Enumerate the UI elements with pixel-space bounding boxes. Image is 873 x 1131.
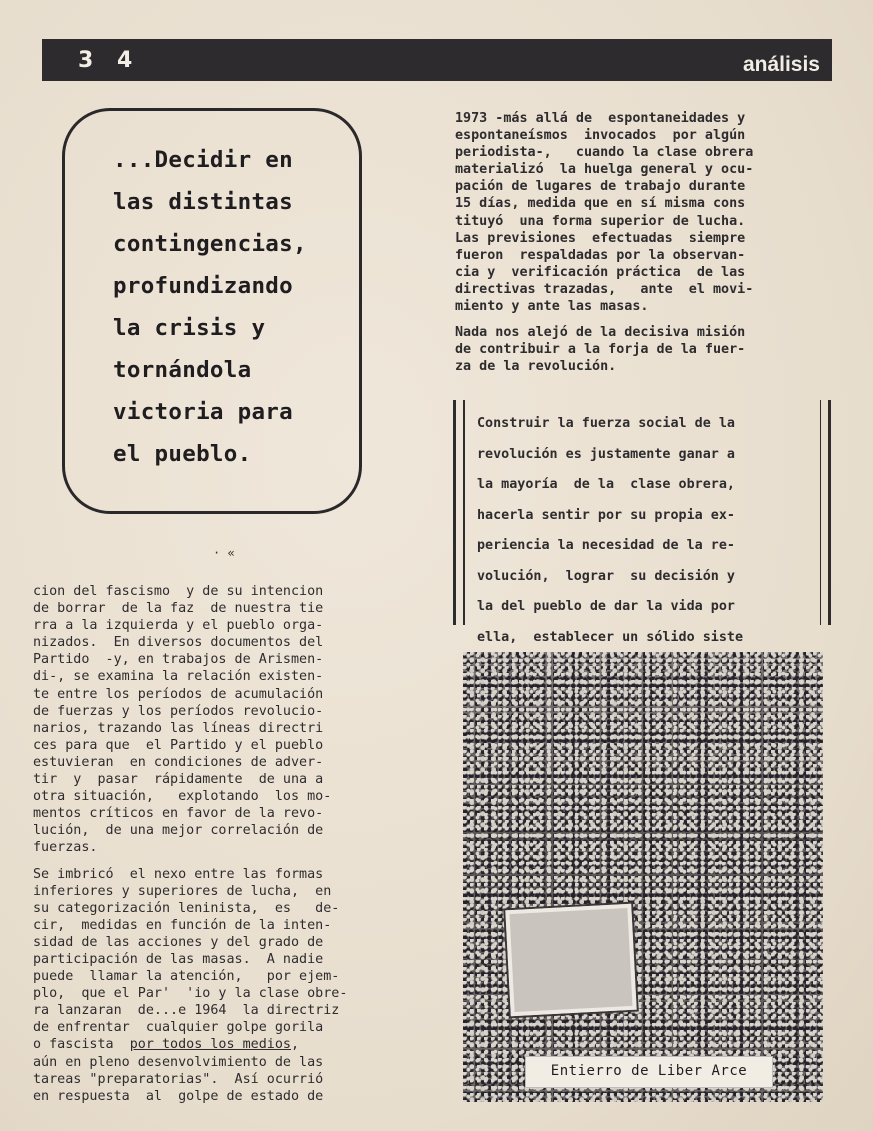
boxed-quote-line: volución, lograr su decisión y [477,568,735,584]
boxed-quote-line: la del pueblo de dar la vida por [477,599,735,615]
right-para1-line: pación de lugares de trabajo durante [455,179,746,195]
quote-rule-right-inner [820,400,822,625]
pull-quote-text: ...Decidir en las distintas contingencias, profundizando la crisis y tornándola victoria para el pueblo. [113,147,307,467]
left-para2-line: puede llamar la atención, por ejem- [33,969,340,985]
left-para2-line: o fascista por todos los medios, [33,1037,300,1053]
left-para2-line: en respuesta al golpe de estado de [33,1088,324,1104]
right-para1-line: tituyó una forma superior de lucha. [455,213,746,229]
pull-quote-box [62,108,362,514]
left-para1-line: fuerzas. [33,840,98,856]
right-column [455,110,835,375]
right-para2-line: Nada nos alejó de la decisiva misión [455,325,746,341]
boxed-quote [453,400,831,645]
left-para2-line: su categorización leninista, es de- [33,900,340,916]
photo-caption: Entierro de Liber Arce [550,1063,748,1079]
left-para2-line: ra lanzaran de...e 1964 la directriz [33,1003,340,1019]
quote-rule-left-outer [453,400,456,625]
right-para1-line: directivas trazadas, ante el movi- [455,281,754,297]
photo-caption-box [525,1056,773,1088]
left-para2-line: sidad de las acciones y del grado de [33,934,324,950]
left-para2-line: cir, medidas en función de la inten- [33,917,332,933]
left-para1-line: di-, se examina la relación existen- [33,669,324,685]
left-para1-line: te entre los períodos de acumulación [33,686,324,702]
stray-mark: · « [213,546,235,560]
left-para1-line: de borrar de la faz de nuestra tie [33,601,324,617]
boxed-quote-line: periencia la necesidad de la re- [477,538,735,554]
coffin-shape [505,904,636,1016]
left-para1-line: ces para que el Partido y el pueblo [33,737,324,753]
left-column [33,583,413,1105]
right-para1-line: cia y verificación práctica de las [455,264,746,280]
boxed-quote-line: ella, establecer un sólido siste [477,629,744,645]
right-para1-line: materializó la huelga general y ocu- [455,162,754,178]
boxed-quote-line: Construir la fuerza social de la [477,416,735,432]
right-para1-line: 15 días, medida que en sí misma cons [455,196,746,212]
underlined-phrase: por todos los medios [129,1037,291,1053]
left-para1-line: nizados. En diversos documentos del [33,635,324,651]
quote-rule-right-outer [828,400,831,625]
boxed-quote-line: revolución es justamente ganar a [477,446,735,462]
left-para1-line: lución, de una mejor correlación de [33,823,324,839]
page-header [42,39,832,81]
right-para1-line: 1973 -más allá de espontaneidades y [455,111,746,126]
page-number: 3 4 [78,48,141,73]
left-para1-line: tir y pasar rápidamente de una a [33,772,324,788]
left-para1-line: mentos críticos en favor de la revo- [33,806,324,822]
left-paragraph-1 [33,583,413,857]
left-para1-line: narios, trazando las líneas directri [33,720,324,736]
right-para2-line: za de la revolución. [455,359,617,375]
right-para2-line: de contribuir a la forja de la fuer- [455,342,746,358]
right-paragraph-2 [455,324,835,375]
left-para1-line: de fuerzas y los períodos revolucio- [33,703,324,719]
right-para1-line: espontaneísmos invocados por algún [455,128,746,144]
left-para2-line: Se imbricó el nexo entre las formas [33,866,324,882]
right-para1-line: Las previsiones efectuadas siempre [455,230,746,246]
left-para1-line: otra situación, explotando los mo- [33,789,332,805]
right-paragraph-1 [455,110,835,315]
left-para2-line: participación de las masas. A nadie [33,951,324,967]
left-para1-line: estuvieran en condiciones de adver- [33,754,324,770]
crowd-photo [463,652,823,1102]
right-para1-line: miento y ante las masas. [455,299,649,315]
left-para2-line: inferiores y superiores de lucha, en [33,883,332,899]
boxed-quote-line: hacerla sentir por su propia ex- [477,507,735,523]
left-paragraph-2 [33,866,413,1105]
left-para2-line: aún en pleno desenvolvimiento de las [33,1054,324,1070]
left-para1-line: cion del fascismo y de su intencion [33,584,324,599]
left-para2-line: tareas "preparatorias". Así ocurrió [33,1071,324,1087]
right-para1-line: periodista-, cuando la clase obrera [455,145,754,161]
left-para2-line: de enfrentar cualquier golpe gorila [33,1020,324,1036]
left-para1-line: Partido -y, en trabajos de Arismen- [33,652,324,668]
section-name: análisis [742,53,820,76]
boxed-quote-line: la mayoría de la clase obrera, [477,477,735,493]
left-para1-line: rra a la izquierda y el pueblo orga- [33,618,324,634]
right-para1-line: fueron respaldadas por la observan- [455,247,746,263]
left-para2-line: plo, que el Par' 'io y la clase obre- [33,986,348,1002]
quote-rule-left-inner [463,400,465,625]
